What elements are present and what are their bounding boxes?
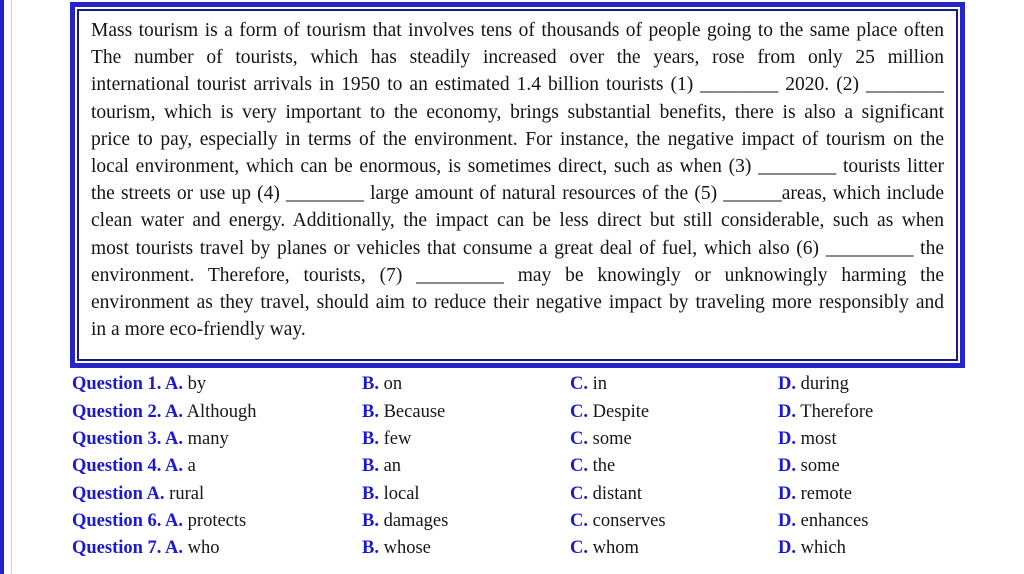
left-margin-line [11, 0, 12, 574]
passage-line: the streets or use up (4) ________ large amount of natural resources of the (5) ______areas, which include [91, 183, 944, 205]
option-d-cell [778, 508, 1012, 535]
option-b-letter: B. [362, 456, 379, 477]
option-c-cell [570, 481, 778, 508]
option-c-cell [570, 371, 778, 398]
option-a-cell [72, 481, 362, 508]
option-a-text: protects [187, 510, 247, 531]
option-a-cell [72, 399, 362, 426]
option-b-text: local [383, 483, 420, 504]
option-d-letter: D. [778, 483, 796, 504]
option-d-cell [778, 371, 1012, 398]
option-c-letter: C. [570, 429, 588, 450]
option-d-cell [778, 453, 1012, 480]
option-b-text: on [383, 374, 403, 395]
option-d-text: most [800, 429, 837, 450]
passage-line: tourism, which is very important to the economy, brings substantial benefits, there is also a significant [91, 101, 944, 123]
option-c-letter: C. [570, 401, 588, 422]
passage-box [70, 2, 965, 368]
option-b-text: whose [383, 538, 431, 559]
option-c-cell [570, 508, 778, 535]
question-label: Question 7. A. [72, 538, 184, 559]
question-row [72, 508, 1012, 535]
option-b-letter: B. [362, 374, 379, 395]
option-a-cell [72, 508, 362, 535]
passage-box-inner [77, 9, 958, 361]
option-c-letter: C. [570, 483, 588, 504]
option-b-cell [362, 371, 570, 398]
option-a-text: Although [186, 401, 257, 422]
option-d-text: some [800, 456, 840, 477]
option-c-cell [570, 399, 778, 426]
option-d-cell [778, 426, 1012, 453]
question-row [72, 453, 1012, 480]
option-a-text: many [187, 429, 229, 450]
option-a-cell [72, 535, 362, 562]
option-b-letter: B. [362, 510, 379, 531]
option-b-cell [362, 399, 570, 426]
option-b-cell [362, 453, 570, 480]
option-b-cell [362, 535, 570, 562]
passage-line: environment as they travel, should aim to reduce their negative impact by traveling more responsibly and [91, 292, 944, 314]
option-d-text: during [800, 374, 849, 395]
option-c-text: some [592, 429, 632, 450]
option-d-cell [778, 535, 1012, 562]
option-c-text: Despite [592, 401, 650, 422]
option-c-letter: C. [570, 510, 588, 531]
question-label: Question 4. A. [72, 456, 184, 477]
option-b-cell [362, 426, 570, 453]
option-b-text: an [383, 456, 402, 477]
option-b-letter: B. [362, 429, 379, 450]
option-c-cell [570, 535, 778, 562]
option-d-letter: D. [778, 374, 796, 395]
option-c-letter: C. [570, 538, 588, 559]
document-content [70, 2, 965, 563]
passage-line: most tourists travel by planes or vehicles that consume a great deal of fuel, which also (6) _________ the [91, 237, 944, 259]
option-c-letter: C. [570, 456, 588, 477]
option-b-letter: B. [362, 483, 379, 504]
option-d-letter: D. [778, 456, 796, 477]
passage-line: Mass tourism is a form of tourism that involves tens of thousands of people going to the same place often [91, 20, 944, 41]
passage-line: The number of tourists, which has steadily increased over the years, rose from only 25 million [91, 47, 944, 69]
passage-line: price to pay, especially in terms of the environment. For instance, the negative impact of tourism on the [91, 128, 944, 150]
option-c-text: distant [592, 483, 642, 504]
option-b-letter: B. [362, 538, 379, 559]
option-c-cell [570, 426, 778, 453]
option-a-cell [72, 371, 362, 398]
option-d-letter: D. [778, 538, 796, 559]
option-c-letter: C. [570, 374, 588, 395]
question-label: Question A. [72, 483, 165, 504]
option-d-cell [778, 481, 1012, 508]
option-c-text: conserves [592, 510, 666, 531]
option-c-text: in [592, 374, 608, 395]
passage-line: environment. Therefore, tourists, (7) _________ may be knowingly or unknowingly harming the [91, 264, 944, 286]
option-b-cell [362, 481, 570, 508]
option-b-cell [362, 508, 570, 535]
passage-line: in a more eco-friendly way. [91, 319, 306, 341]
option-b-text: few [383, 429, 412, 450]
question-label: Question 3. A. [72, 429, 184, 450]
question-label: Question 2. A. [72, 401, 184, 422]
question-row [72, 481, 1012, 508]
question-label: Question 6. A. [72, 510, 184, 531]
option-d-letter: D. [778, 429, 796, 450]
option-a-cell [72, 426, 362, 453]
option-d-text: Therefore [800, 401, 874, 422]
question-row [72, 535, 1012, 562]
option-d-text: enhances [800, 510, 869, 531]
option-a-text: rural [169, 483, 205, 504]
option-c-text: the [592, 456, 616, 477]
option-d-text: which [800, 538, 846, 559]
option-a-text: by [187, 374, 207, 395]
option-d-text: remote [800, 483, 852, 504]
question-row [72, 399, 1012, 426]
option-c-text: whom [592, 538, 639, 559]
option-d-cell [778, 399, 1012, 426]
option-b-text: Because [383, 401, 446, 422]
left-edge-bar [0, 0, 4, 574]
option-b-letter: B. [362, 401, 379, 422]
questions-list [72, 371, 1012, 562]
option-d-letter: D. [778, 401, 796, 422]
question-row [72, 371, 1012, 398]
option-d-letter: D. [778, 510, 796, 531]
passage-line: clean water and energy. Additionally, the impact can be less direct but still considerable, such as when [91, 210, 944, 232]
question-label: Question 1. A. [72, 374, 184, 395]
option-c-cell [570, 453, 778, 480]
passage-line: local environment, which can be enormous, is sometimes direct, such as when (3) ________ tourists litter [91, 156, 944, 178]
option-b-text: damages [383, 510, 449, 531]
option-a-text: a [187, 456, 196, 477]
question-row [72, 426, 1012, 453]
passage-line: international tourist arrivals in 1950 to an estimated 1.4 billion tourists (1) ________ 2020. (2) ________ [91, 74, 944, 96]
option-a-cell [72, 453, 362, 480]
option-a-text: who [187, 538, 220, 559]
